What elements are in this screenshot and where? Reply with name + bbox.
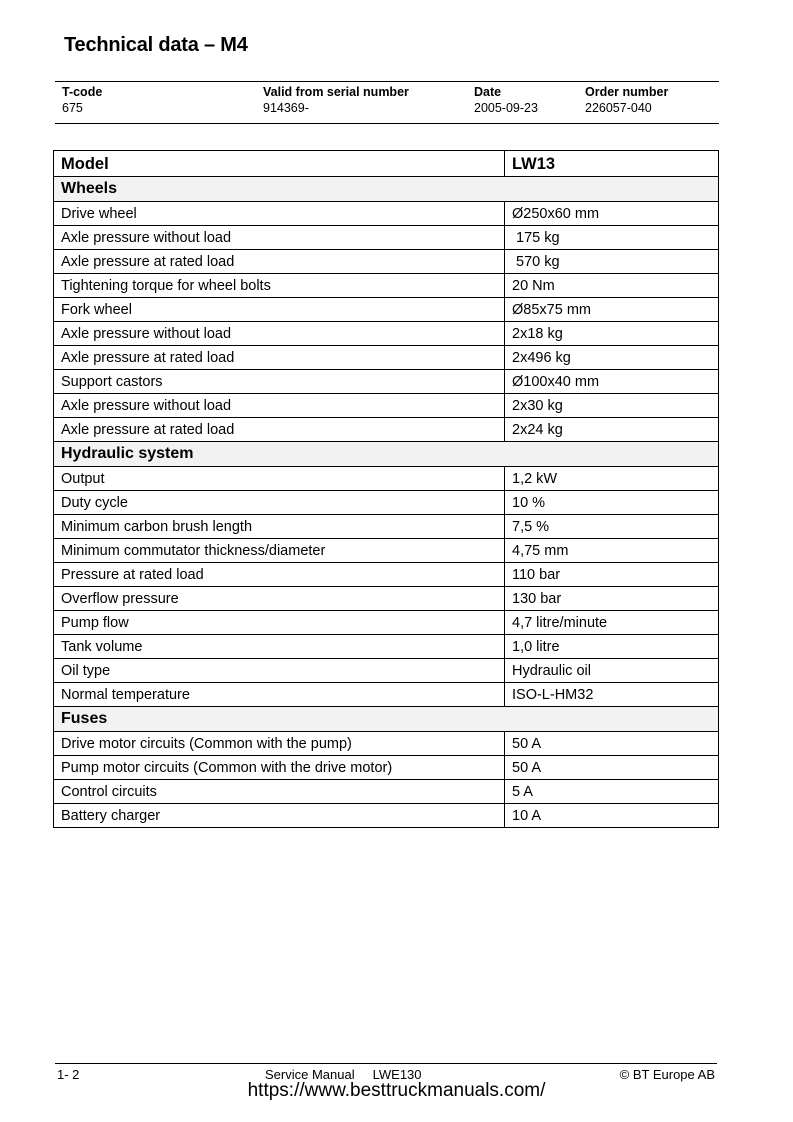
row-value: 10 A — [505, 804, 719, 828]
table-row — [54, 756, 719, 780]
section-title: Wheels — [54, 177, 719, 202]
row-value: 50 A — [505, 756, 719, 780]
table-row — [54, 370, 719, 394]
table-row — [54, 322, 719, 346]
table-row — [54, 732, 719, 756]
row-value: Ø100x40 mm — [505, 370, 719, 394]
row-label: Axle pressure at rated load — [54, 346, 505, 370]
row-label: Pressure at rated load — [54, 563, 505, 587]
table-row — [54, 346, 719, 370]
table-row — [54, 611, 719, 635]
row-value: 1,0 litre — [505, 635, 719, 659]
technical-data-table — [53, 150, 719, 828]
table-row — [54, 274, 719, 298]
table-header-row — [54, 151, 719, 177]
row-label: Support castors — [54, 370, 505, 394]
row-label: Normal temperature — [54, 683, 505, 707]
row-label: Output — [54, 467, 505, 491]
table-row — [54, 515, 719, 539]
table-row — [54, 202, 719, 226]
row-value: 20 Nm — [505, 274, 719, 298]
table-row — [54, 467, 719, 491]
row-value: 110 bar — [505, 563, 719, 587]
row-label: Tightening torque for wheel bolts — [54, 274, 505, 298]
row-label: Pump flow — [54, 611, 505, 635]
row-value: 2x18 kg — [505, 322, 719, 346]
row-label: Axle pressure at rated load — [54, 418, 505, 442]
model-value: LW13 — [505, 151, 719, 177]
row-label: Drive motor circuits (Common with the pump) — [54, 732, 505, 756]
meta-order — [585, 84, 668, 116]
section-header-row — [54, 707, 719, 732]
tcode-value: 675 — [62, 101, 83, 115]
row-label: Drive wheel — [54, 202, 505, 226]
table-row — [54, 780, 719, 804]
table-row — [54, 491, 719, 515]
row-label: Minimum carbon brush length — [54, 515, 505, 539]
row-value: Hydraulic oil — [505, 659, 719, 683]
row-label: Oil type — [54, 659, 505, 683]
table-row — [54, 394, 719, 418]
row-label: Control circuits — [54, 780, 505, 804]
section-title: Hydraulic system — [54, 442, 719, 467]
tcode-label: T-code — [62, 85, 103, 99]
meta-date — [474, 84, 538, 116]
row-value: Ø85x75 mm — [505, 298, 719, 322]
row-value: 1,2 kW — [505, 467, 719, 491]
row-value: 175 kg — [505, 226, 719, 250]
date-label: Date — [474, 85, 502, 99]
row-value: 130 bar — [505, 587, 719, 611]
order-value: 226057-040 — [585, 101, 652, 115]
meta-serial — [263, 84, 409, 116]
row-value: 5 A — [505, 780, 719, 804]
manual-title: Service Manual — [265, 1067, 355, 1082]
row-value: 570 kg — [505, 250, 719, 274]
row-value: 4,7 litre/minute — [505, 611, 719, 635]
row-value: 2x24 kg — [505, 418, 719, 442]
row-value: 2x496 kg — [505, 346, 719, 370]
meta-tcode — [62, 84, 102, 116]
row-value: 7,5 % — [505, 515, 719, 539]
manual-model: LWE130 — [372, 1067, 422, 1082]
table-row — [54, 804, 719, 828]
row-label: Axle pressure without load — [54, 394, 505, 418]
row-label: Axle pressure at rated load — [54, 250, 505, 274]
section-header-row — [54, 177, 719, 202]
row-value: ISO-L-HM32 — [505, 683, 719, 707]
row-label: Minimum commutator thickness/diameter — [54, 539, 505, 563]
section-header-row — [54, 442, 719, 467]
row-value: 4,75 mm — [505, 539, 719, 563]
model-label: Model — [54, 151, 505, 177]
table-row — [54, 226, 719, 250]
row-value: Ø250x60 mm — [505, 202, 719, 226]
row-label: Overflow pressure — [54, 587, 505, 611]
table-row — [54, 587, 719, 611]
order-label: Order number — [585, 85, 669, 99]
page-number: 1- 2 — [57, 1067, 80, 1082]
row-label: Fork wheel — [54, 298, 505, 322]
row-label: Duty cycle — [54, 491, 505, 515]
table-row — [54, 418, 719, 442]
row-value: 50 A — [505, 732, 719, 756]
copyright: © BT Europe AB — [619, 1067, 715, 1082]
row-label: Pump motor circuits (Common with the drive motor) — [54, 756, 505, 780]
row-value: 10 % — [505, 491, 719, 515]
serial-label: Valid from serial number — [263, 85, 409, 99]
row-value: 2x30 kg — [505, 394, 719, 418]
date-value: 2005-09-23 — [474, 101, 538, 115]
table-row — [54, 635, 719, 659]
table-row — [54, 683, 719, 707]
row-label: Axle pressure without load — [54, 322, 505, 346]
table-row — [54, 250, 719, 274]
table-row — [54, 563, 719, 587]
page-title: Technical data – M4 — [64, 34, 248, 56]
table-row — [54, 659, 719, 683]
table-row — [54, 539, 719, 563]
row-label: Axle pressure without load — [54, 226, 505, 250]
row-label: Battery charger — [54, 804, 505, 828]
serial-value: 914369- — [263, 101, 309, 115]
section-title: Fuses — [54, 707, 719, 732]
website-url: https://www.besttruckmanuals.com/ — [247, 1080, 546, 1101]
document-meta — [55, 81, 719, 124]
table-row — [54, 298, 719, 322]
row-label: Tank volume — [54, 635, 505, 659]
